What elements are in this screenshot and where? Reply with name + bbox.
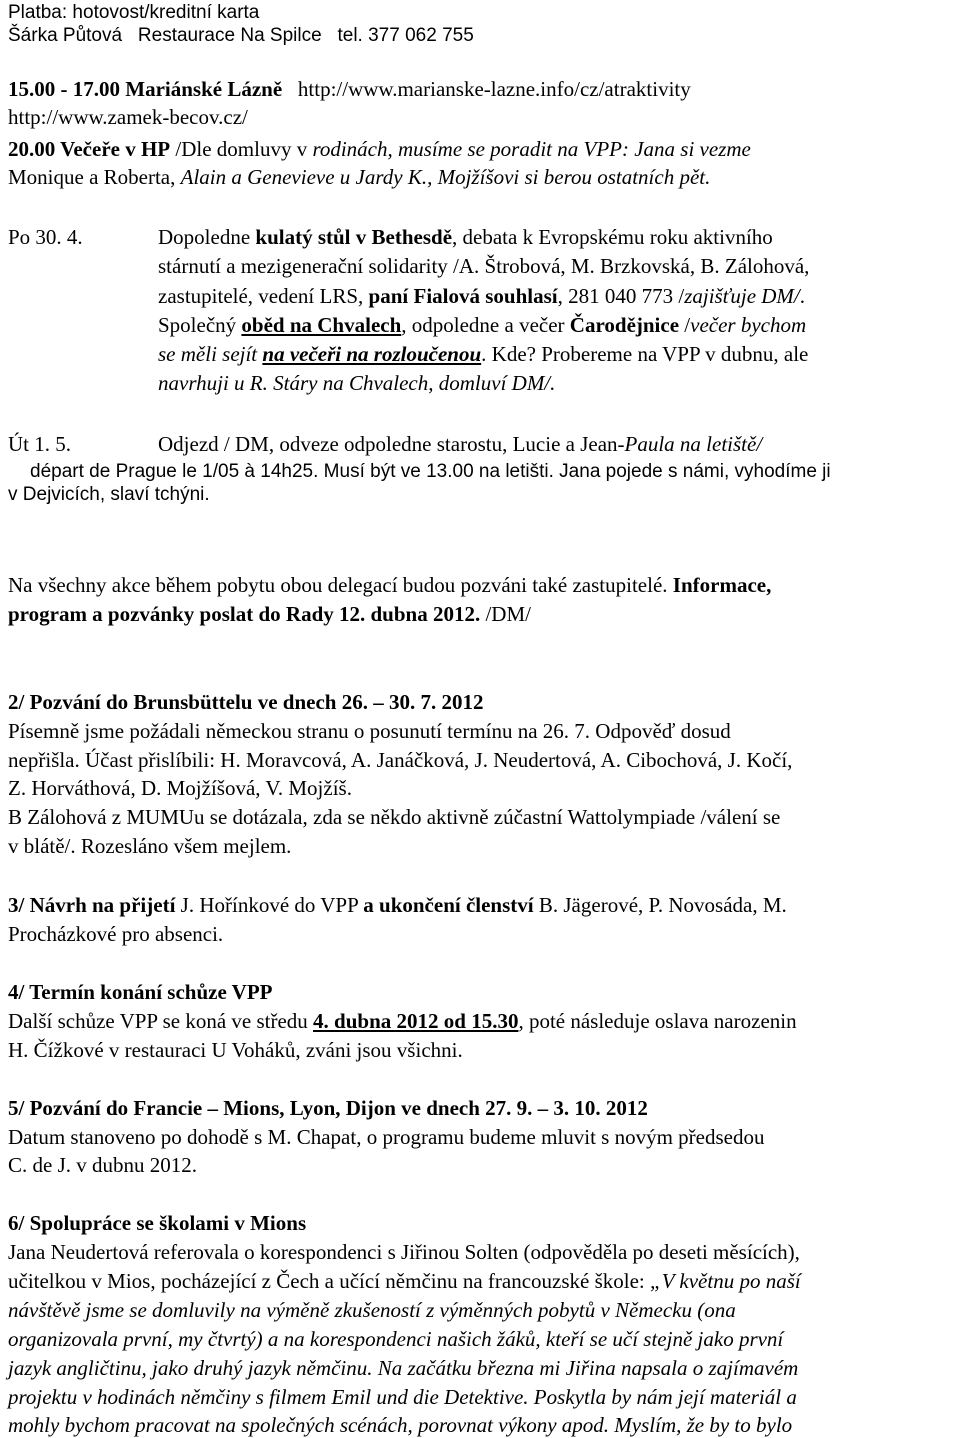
s2-line-1: Písemně jsme požádali německou stranu o posunutí termínu na 26. 7. Odpověď dosud: [8, 719, 731, 743]
ut-line-3: v Dejvicích, slaví tchýni.: [8, 484, 210, 505]
schedule-dinner: 20.00 Večeře v HP /Dle domluvy v rodinách, musíme se poradit na VPP: Jana si vezme: [8, 137, 751, 161]
po-line-2: stárnutí a mezigenerační solidarity /A. Štrobová, M. Brzkovská, B. Zálohová,: [158, 254, 810, 278]
ut-line-2: départ de Prague le 1/05 à 14h25. Musí být ve 13.00 na letišti. Jana pojede s námi, vyhodíme ji: [30, 461, 831, 482]
s2-line-5: v blátě/. Rozesláno všem mejlem.: [8, 834, 292, 858]
header-contact: Šárka Půtová Restaurace Na Spilce tel. 377 062 755: [8, 25, 474, 46]
schedule-dinner-2: Monique a Roberta, Alain a Genevieve u Jardy K., Mojžíšovi si berou ostatních pět.: [8, 165, 711, 189]
s2-line-2: nepřišla. Účast přislíbili: H. Moravcová, A. Janáčková, J. Neudertová, A. Cibochová, J. Kočí,: [8, 748, 793, 772]
po-line-5: se měli sejít na večeři na rozloučenou. Kde? Probereme na VPP v dubnu, ale: [158, 342, 809, 366]
section-6-heading: 6/ Spolupráce se školami v Mions: [8, 1211, 307, 1235]
s3-line-2: Procházkové pro absenci.: [8, 922, 224, 946]
po-line-3: zastupitelé, vedení LRS, paní Fialová souhlasí, 281 040 773 /zajišťuje DM/.: [158, 284, 806, 308]
s2-line-3: Z. Horváthová, D. Mojžíšová, V. Mojžíš.: [8, 776, 352, 800]
s6-line-2: učitelkou v Mios, pocházející z Čech a učící němčinu na francouzské škole: „V květnu po naší: [8, 1269, 801, 1293]
date-po: Po 30. 4.: [8, 225, 83, 249]
s2-line-4: B Zálohová z MUMUu se dotázala, zda se někdo aktivně zúčastní Wattolympiade /válení se: [8, 805, 781, 829]
header-payment: Platba: hotovost/kreditní karta: [8, 2, 260, 23]
link-becov[interactable]: http://www.zamek-becov.cz/: [8, 105, 248, 129]
invite-line-1: Na všechny akce během pobytu obou delegací budou pozváni také zastupitelé. Informace,: [8, 573, 772, 597]
po-line-1: Dopoledne kulatý stůl v Bethesdě, debata k Evropskému roku aktivního: [158, 225, 773, 249]
ut-line-1: Odjezd / DM, odveze odpoledne starostu, Lucie a Jean-Paula na letiště/: [158, 432, 763, 456]
link-marianske[interactable]: http://www.marianske-lazne.info/cz/atraktivity: [282, 77, 691, 101]
s4-line-1: Další schůze VPP se koná ve středu 4. dubna 2012 od 15.30, poté následuje oslava narozenin: [8, 1009, 797, 1033]
po-line-6: navrhuji u R. Stáry na Chvalech, domluví DM/.: [158, 371, 556, 395]
s4-line-2: H. Čížkové v restauraci U Voháků, zváni jsou všichni.: [8, 1038, 463, 1062]
s6-line-3: návštěvě jsme se domluvily na výměně zkušeností z výměnných pobytů v Německu (ona: [8, 1298, 736, 1322]
s5-line-2: C. de J. v dubnu 2012.: [8, 1153, 197, 1177]
section-5-heading: 5/ Pozvání do Francie – Mions, Lyon, Dijon ve dnech 27. 9. – 3. 10. 2012: [8, 1096, 648, 1120]
po-line-4: Společný oběd na Chvalech, odpoledne a večer Čarodějnice /večer bychom: [158, 313, 807, 337]
section-2-heading: 2/ Pozvání do Brunsbüttelu ve dnech 26. – 30. 7. 2012: [8, 690, 484, 714]
date-ut: Út 1. 5.: [8, 432, 71, 456]
s6-line-5: jazyk angličtinu, jako druhý jazyk němčinu. Na začátku března mi Jiřina napsala o zajímavém: [8, 1356, 799, 1380]
schedule-marianske: 15.00 - 17.00 Mariánské Lázně http://www.marianske-lazne.info/cz/atraktivity: [8, 77, 691, 101]
s6-line-4: organizovala první, my čtvrtý) a na korespondenci našich žáků, kteří se učí stejně jako první: [8, 1327, 784, 1351]
section-3-line-1: 3/ Návrh na přijetí J. Hořínkové do VPP a ukončení členství B. Jägerové, P. Novosáda, M.: [8, 893, 787, 917]
invite-line-2: program a pozvánky poslat do Rady 12. dubna 2012. /DM/: [8, 602, 531, 626]
s6-line-7: mohly bychom pracovat na společných scénách, porovnat výkony apod. Myslím, že by to bylo: [8, 1413, 793, 1437]
s6-line-6: projektu v hodinách němčiny s filmem Emil und die Detektive. Poskytla by nám její materiál a: [8, 1385, 797, 1409]
s5-line-1: Datum stanoveno po dohodě s M. Chapat, o programu budeme mluvit s novým předsedou: [8, 1125, 765, 1149]
s6-line-1: Jana Neudertová referovala o korespondenci s Jiřinou Solten (odpověděla po deseti měsících),: [8, 1240, 800, 1264]
section-4-heading: 4/ Termín konání schůze VPP: [8, 980, 273, 1004]
